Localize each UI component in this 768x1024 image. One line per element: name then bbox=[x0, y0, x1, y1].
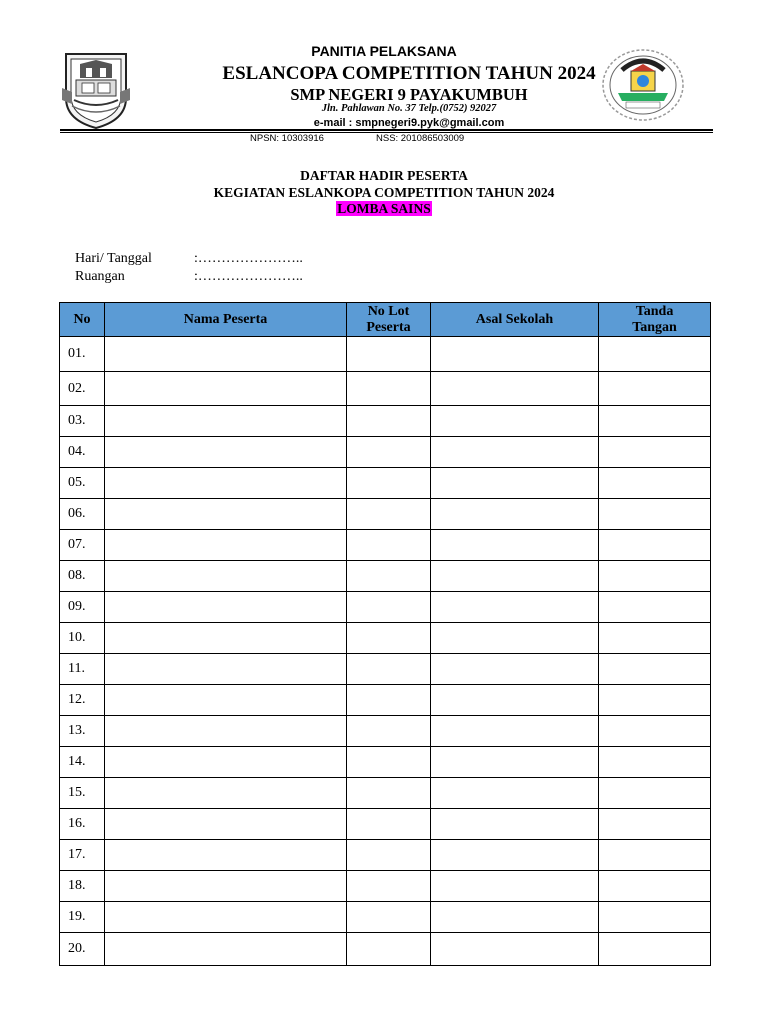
participant-name-cell[interactable] bbox=[105, 871, 347, 902]
lot-number-cell[interactable] bbox=[347, 499, 431, 530]
col-header-signature bbox=[599, 303, 711, 337]
participant-name-cell[interactable] bbox=[105, 406, 347, 437]
row-number: 14. bbox=[60, 747, 105, 778]
row-number: 03. bbox=[60, 406, 105, 437]
lot-number-cell[interactable] bbox=[347, 871, 431, 902]
table-row bbox=[60, 561, 711, 592]
signature-cell[interactable] bbox=[599, 902, 711, 933]
school-cell[interactable] bbox=[431, 933, 599, 966]
table-row bbox=[60, 623, 711, 654]
participant-name-cell[interactable] bbox=[105, 623, 347, 654]
row-number: 13. bbox=[60, 716, 105, 747]
lot-number-cell[interactable] bbox=[347, 747, 431, 778]
signature-cell[interactable] bbox=[599, 530, 711, 561]
table-row bbox=[60, 685, 711, 716]
participant-name-cell[interactable] bbox=[105, 933, 347, 966]
school-cell[interactable] bbox=[431, 337, 599, 372]
signature-cell[interactable] bbox=[599, 437, 711, 468]
row-number: 10. bbox=[60, 623, 105, 654]
participant-name-cell[interactable] bbox=[105, 778, 347, 809]
participant-name-cell[interactable] bbox=[105, 747, 347, 778]
table-header-row bbox=[60, 303, 711, 337]
signature-cell[interactable] bbox=[599, 840, 711, 871]
school-cell[interactable] bbox=[431, 530, 599, 561]
participant-name-cell[interactable] bbox=[105, 372, 347, 406]
table-row bbox=[60, 933, 711, 966]
signature-cell[interactable] bbox=[599, 654, 711, 685]
school-cell[interactable] bbox=[431, 809, 599, 840]
school-cell[interactable] bbox=[431, 623, 599, 654]
table-row bbox=[60, 530, 711, 561]
col-header-school: Asal Sekolah bbox=[431, 303, 599, 337]
signature-cell[interactable] bbox=[599, 372, 711, 406]
signature-cell[interactable] bbox=[599, 933, 711, 966]
participant-name-cell[interactable] bbox=[105, 654, 347, 685]
school-cell[interactable] bbox=[431, 685, 599, 716]
table-row bbox=[60, 468, 711, 499]
table-row bbox=[60, 406, 711, 437]
row-number: 17. bbox=[60, 840, 105, 871]
row-number: 15. bbox=[60, 778, 105, 809]
row-number: 20. bbox=[60, 933, 105, 966]
school-cell[interactable] bbox=[431, 840, 599, 871]
table-row bbox=[60, 372, 711, 406]
day-date-label: Hari/ Tanggal bbox=[75, 251, 152, 266]
col-header-lot-text: No Lot Peserta bbox=[366, 303, 411, 335]
lot-number-cell[interactable] bbox=[347, 592, 431, 623]
room-field[interactable]: :………………….. bbox=[194, 269, 303, 284]
room-label: Ruangan bbox=[75, 269, 125, 284]
table-row bbox=[60, 809, 711, 840]
school-nss: NSS: 201086503009 bbox=[376, 133, 465, 144]
lot-number-cell[interactable] bbox=[347, 561, 431, 592]
row-number: 05. bbox=[60, 468, 105, 499]
event-title: ESLANCOPA COMPETITION TAHUN 2024 bbox=[222, 63, 596, 84]
school-cell[interactable] bbox=[431, 437, 599, 468]
col-header-lot bbox=[347, 303, 431, 337]
signature-cell[interactable] bbox=[599, 716, 711, 747]
school-cell[interactable] bbox=[431, 747, 599, 778]
table-row bbox=[60, 499, 711, 530]
table-row bbox=[60, 592, 711, 623]
lot-number-cell[interactable] bbox=[347, 840, 431, 871]
attendance-table bbox=[59, 302, 711, 966]
signature-cell[interactable] bbox=[599, 778, 711, 809]
school-cell[interactable] bbox=[431, 778, 599, 809]
lot-number-cell[interactable] bbox=[347, 468, 431, 499]
lot-number-cell[interactable] bbox=[347, 337, 431, 372]
school-cell[interactable] bbox=[431, 468, 599, 499]
lot-number-cell[interactable] bbox=[347, 685, 431, 716]
row-number: 07. bbox=[60, 530, 105, 561]
doc-subtitle: KEGIATAN ESLANKOPA COMPETITION TAHUN 2024 bbox=[213, 185, 555, 200]
col-header-name: Nama Peserta bbox=[105, 303, 347, 337]
row-number: 06. bbox=[60, 499, 105, 530]
row-number: 12. bbox=[60, 685, 105, 716]
school-cell[interactable] bbox=[431, 372, 599, 406]
participant-name-cell[interactable] bbox=[105, 902, 347, 933]
school-cell[interactable] bbox=[431, 716, 599, 747]
lot-number-cell[interactable] bbox=[347, 437, 431, 468]
row-number: 04. bbox=[60, 437, 105, 468]
table-row bbox=[60, 778, 711, 809]
signature-cell[interactable] bbox=[599, 747, 711, 778]
table-row bbox=[60, 716, 711, 747]
day-date-field[interactable]: :………………….. bbox=[194, 251, 303, 266]
row-number: 01. bbox=[60, 337, 105, 372]
school-cell[interactable] bbox=[431, 561, 599, 592]
school-cell[interactable] bbox=[431, 592, 599, 623]
signature-cell[interactable] bbox=[599, 685, 711, 716]
school-email: e-mail : smpnegeri9.pyk@gmail.com bbox=[313, 117, 505, 129]
lot-number-cell[interactable] bbox=[347, 654, 431, 685]
table-row bbox=[60, 337, 711, 372]
participant-name-cell[interactable] bbox=[105, 499, 347, 530]
school-cell[interactable] bbox=[431, 871, 599, 902]
table-row bbox=[60, 871, 711, 902]
participant-name-cell[interactable] bbox=[105, 468, 347, 499]
participant-name-cell[interactable] bbox=[105, 437, 347, 468]
signature-cell[interactable] bbox=[599, 406, 711, 437]
table-row bbox=[60, 902, 711, 933]
participant-name-cell[interactable] bbox=[105, 530, 347, 561]
participant-name-cell[interactable] bbox=[105, 592, 347, 623]
school-cell[interactable] bbox=[431, 654, 599, 685]
participant-name-cell[interactable] bbox=[105, 337, 347, 372]
lot-number-cell[interactable] bbox=[347, 530, 431, 561]
school-cell[interactable] bbox=[431, 499, 599, 530]
participant-name-cell[interactable] bbox=[105, 561, 347, 592]
signature-cell[interactable] bbox=[599, 809, 711, 840]
participant-name-cell[interactable] bbox=[105, 840, 347, 871]
signature-cell[interactable] bbox=[599, 561, 711, 592]
lot-number-cell[interactable] bbox=[347, 933, 431, 966]
row-number: 11. bbox=[60, 654, 105, 685]
lot-number-cell[interactable] bbox=[347, 902, 431, 933]
signature-cell[interactable] bbox=[599, 623, 711, 654]
doc-title: DAFTAR HADIR PESERTA bbox=[300, 168, 468, 183]
table-row bbox=[60, 840, 711, 871]
row-number: 16. bbox=[60, 809, 105, 840]
signature-cell[interactable] bbox=[599, 468, 711, 499]
header-rule-thick bbox=[60, 129, 713, 131]
school-npsn: NPSN: 10303916 bbox=[250, 133, 324, 144]
signature-cell[interactable] bbox=[599, 337, 711, 372]
col-header-signature-text: Tanda Tangan bbox=[632, 303, 677, 335]
row-number: 19. bbox=[60, 902, 105, 933]
competition-label-wrap bbox=[0, 201, 768, 217]
row-number: 08. bbox=[60, 561, 105, 592]
signature-cell[interactable] bbox=[599, 871, 711, 902]
school-name: SMP NEGERI 9 PAYAKUMBUH bbox=[290, 85, 528, 104]
col-header-no: No bbox=[60, 303, 105, 337]
school-cell[interactable] bbox=[431, 406, 599, 437]
signature-cell[interactable] bbox=[599, 592, 711, 623]
school-cell[interactable] bbox=[431, 902, 599, 933]
lot-number-cell[interactable] bbox=[347, 809, 431, 840]
lot-number-cell[interactable] bbox=[347, 372, 431, 406]
participant-name-cell[interactable] bbox=[105, 685, 347, 716]
table-row bbox=[60, 654, 711, 685]
competition-label: LOMBA SAINS bbox=[337, 201, 431, 216]
committee-title: PANITIA PELAKSANA bbox=[311, 43, 457, 59]
row-number: 02. bbox=[60, 372, 105, 406]
table-row bbox=[60, 747, 711, 778]
row-number: 18. bbox=[60, 871, 105, 902]
signature-cell[interactable] bbox=[599, 499, 711, 530]
lot-number-cell[interactable] bbox=[347, 406, 431, 437]
lot-number-cell[interactable] bbox=[347, 623, 431, 654]
school-address: Jln. Pahlawan No. 37 Telp.(0752) 92027 bbox=[321, 103, 497, 114]
participant-name-cell[interactable] bbox=[105, 809, 347, 840]
lot-number-cell[interactable] bbox=[347, 778, 431, 809]
row-number: 09. bbox=[60, 592, 105, 623]
participant-name-cell[interactable] bbox=[105, 716, 347, 747]
lot-number-cell[interactable] bbox=[347, 716, 431, 747]
table-row bbox=[60, 437, 711, 468]
